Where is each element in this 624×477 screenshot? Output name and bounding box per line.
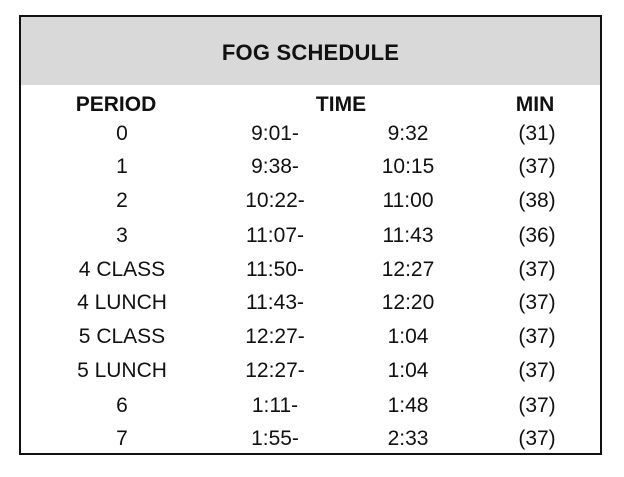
start-time-cell: 9:01- [251,122,299,145]
period-cell: 4 CLASS [78,258,166,281]
minutes-cell: (37) [518,394,556,417]
table-row [21,291,600,321]
period-cell: 2 [116,189,128,212]
start-time-cell: 11:43- [246,291,304,314]
header-time: TIME [315,93,367,116]
table-row [21,359,600,389]
end-time-cell: 11:43 [382,224,434,247]
period-cell: 7 [116,427,128,450]
schedule-table [19,15,602,455]
end-time-cell: 11:00 [382,189,434,212]
table-row [21,258,600,288]
end-time-cell: 9:32 [387,122,429,145]
start-time-cell: 9:38- [251,155,299,178]
end-time-cell: 12:27 [381,258,435,281]
end-time-cell: 1:04 [387,359,429,382]
minutes-cell: (36) [518,224,556,247]
minutes-cell: (37) [518,291,556,314]
table-row [21,427,600,457]
end-time-cell: 1:04 [387,325,429,348]
header-row [21,93,600,117]
minutes-cell: (37) [518,325,556,348]
start-time-cell: 12:27- [245,359,305,382]
table-row [21,155,600,185]
start-time-cell: 1:11- [251,394,299,417]
schedule-title: FOG SCHEDULE [221,40,400,65]
minutes-cell: (38) [518,189,556,212]
end-time-cell: 12:20 [381,291,435,314]
period-cell: 3 [116,224,128,247]
title-bar [21,17,600,85]
start-time-cell: 12:27- [245,325,305,348]
table-row [21,224,600,254]
start-time-cell: 1:55- [251,427,299,450]
period-cell: 4 LUNCH [77,291,167,314]
table-row [21,189,600,219]
period-cell: 1 [116,155,128,178]
period-cell: 5 CLASS [78,325,166,348]
start-time-cell: 11:07- [246,224,304,247]
header-period: PERIOD [75,93,157,116]
end-time-cell: 2:33 [387,427,429,450]
minutes-cell: (37) [518,155,556,178]
table-row [21,122,600,152]
table-row [21,394,600,424]
minutes-cell: (37) [518,258,556,281]
end-time-cell: 10:15 [381,155,435,178]
start-time-cell: 11:50- [246,258,304,281]
end-time-cell: 1:48 [387,394,429,417]
minutes-cell: (37) [518,359,556,382]
period-cell: 0 [116,122,128,145]
start-time-cell: 10:22- [245,189,305,212]
period-cell: 6 [116,394,128,417]
table-row [21,325,600,355]
minutes-cell: (31) [518,122,556,145]
period-cell: 5 LUNCH [77,359,167,382]
minutes-cell: (37) [518,427,556,450]
header-min: MIN [515,93,555,116]
